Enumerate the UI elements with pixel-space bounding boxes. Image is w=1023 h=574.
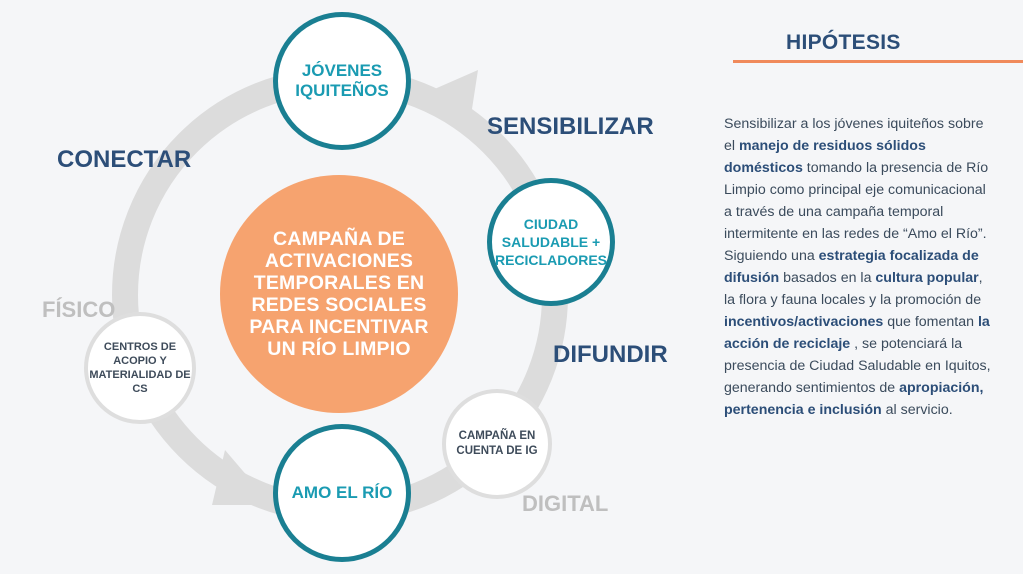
label-conectar: CONECTAR <box>57 146 192 173</box>
hyp-seg-bold: apropiación, pertenencia e inclusión <box>724 380 984 418</box>
center-campaign-label: CAMPAÑA DE ACTIVACIONES TEMPORALES EN REDES SOCIALES PARA INCENTIVAR UN RÍO LIMPIO <box>249 228 429 360</box>
node-jovenes-iquitenos <box>273 12 411 150</box>
center-campaign-circle <box>220 175 458 413</box>
node-ciudad-saludable <box>487 178 615 306</box>
hyp-seg-bold: manejo de residuos sólidos domésticos <box>724 138 926 176</box>
node-ciudad-line3: RECICLADORES <box>494 252 607 268</box>
node-ciudad-line1: CIUDAD <box>523 216 579 232</box>
hyp-seg-bold: incentivos/activaciones <box>724 314 884 330</box>
label-difundir: DIFUNDIR <box>553 341 668 368</box>
node-centros-acopio <box>84 312 196 424</box>
hypothesis-divider <box>733 60 1023 63</box>
node-centros-line4: CS <box>132 383 148 395</box>
hyp-seg: , se potenciará la presencia de Ciudad Saludable en Iquitos, generando sentimientos de <box>724 336 991 396</box>
hyp-seg: al servicio. <box>881 402 953 418</box>
node-ciudad-line2: SALUDABLE + <box>501 234 601 250</box>
node-jovenes-line2: IQUITEÑOS <box>295 81 389 100</box>
node-amo-el-rio <box>273 424 411 562</box>
node-campana-ig <box>442 389 552 499</box>
hyp-seg: Sensibilizar a los jóvenes iquiteños sobre el <box>724 116 984 154</box>
hypothesis-title: HIPÓTESIS <box>786 31 901 54</box>
hyp-seg: basados en la <box>779 270 876 286</box>
label-digital: DIGITAL <box>522 491 609 516</box>
hyp-seg: , la flora y fauna locales y la promoción de <box>724 270 983 308</box>
label-sensibilizar: SENSIBILIZAR <box>487 113 654 140</box>
node-centros-line2: ACOPIO Y <box>113 355 167 367</box>
label-fisico: FÍSICO <box>42 297 116 322</box>
node-amo-el-rio-label: AMO EL RÍO <box>291 483 393 502</box>
hyp-seg-bold: cultura popular <box>875 270 979 286</box>
hyp-seg: tomando la presencia de Río Limpio como principal eje comunicacional a través de una campaña temporal intermitente en las redes de “Amo el Río”. Siguiendo una <box>724 160 989 264</box>
node-centros-line1: CENTROS DE <box>103 341 177 353</box>
node-jovenes-line1: JÓVENES <box>301 61 383 80</box>
node-campana-ig-line2: CUENTA DE IG <box>456 445 538 457</box>
hyp-seg-bold: estrategia focalizada de difusión <box>724 248 979 286</box>
hyp-seg-bold: la acción de reciclaje <box>724 314 990 352</box>
hypothesis-text <box>724 113 992 421</box>
node-campana-ig-line1: CAMPAÑA EN <box>458 430 536 442</box>
node-centros-line3: MATERIALIDAD DE <box>89 369 191 381</box>
hyp-seg: que fomentan <box>883 314 978 330</box>
